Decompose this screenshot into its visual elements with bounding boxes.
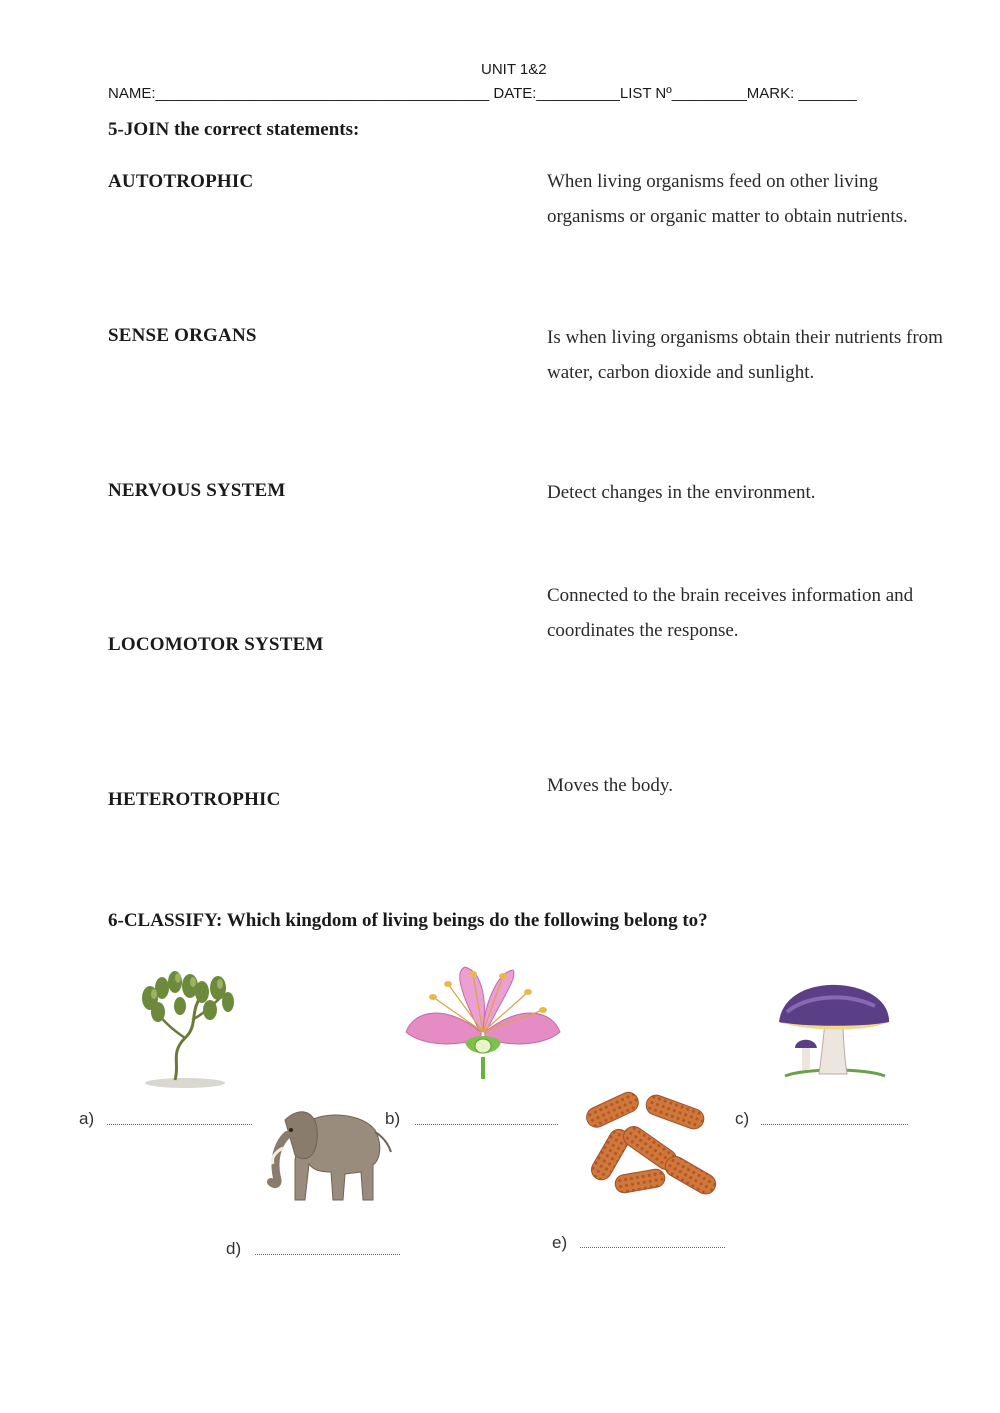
unit-title: UNIT 1&2: [481, 61, 547, 78]
question-5-title: 5-JOIN the correct statements:: [108, 119, 360, 140]
bacteria-image: [575, 1090, 725, 1205]
answer-line-e[interactable]: [580, 1247, 725, 1248]
term-autotrophic: AUTOTROPHIC: [108, 171, 254, 192]
question-6-title: 6-CLASSIFY: Which kingdom of living beings do the following belong to?: [108, 910, 708, 931]
definition-5: Moves the body.: [547, 775, 673, 796]
definition-2: Is when living organisms obtain their nutrients from water, carbon dioxide and sunlight.: [547, 327, 943, 383]
answer-label-e: e): [552, 1233, 568, 1252]
moss-plant-image: [130, 968, 240, 1093]
answer-line-b[interactable]: [415, 1124, 558, 1125]
answer-label-b: b): [385, 1109, 401, 1128]
answer-label-a: a): [79, 1109, 95, 1128]
definition-1: When living organisms feed on other living organisms or organic matter to obtain nutrients.: [547, 171, 908, 227]
answer-line-d[interactable]: [255, 1254, 400, 1255]
answer-label-d: d): [226, 1239, 242, 1258]
term-sense-organs: SENSE ORGANS: [108, 325, 257, 346]
answer-line-c[interactable]: [761, 1124, 908, 1125]
definition-3: Detect changes in the environment.: [547, 482, 816, 503]
term-heterotrophic: HETEROTROPHIC: [108, 789, 281, 810]
term-locomotor-system: LOCOMOTOR SYSTEM: [108, 634, 324, 655]
answer-line-a[interactable]: [107, 1124, 252, 1125]
term-nervous-system: NERVOUS SYSTEM: [108, 480, 286, 501]
definition-4: Connected to the brain receives information and coordinates the response.: [547, 585, 914, 641]
flower-image: [403, 962, 563, 1082]
answer-label-c: c): [735, 1109, 750, 1128]
student-info-line: NAME:________________________________________ DATE:__________LIST Nº_________MARK: _______: [108, 85, 857, 102]
elephant-image: [265, 1100, 395, 1205]
mushroom-image: [775, 982, 895, 1082]
